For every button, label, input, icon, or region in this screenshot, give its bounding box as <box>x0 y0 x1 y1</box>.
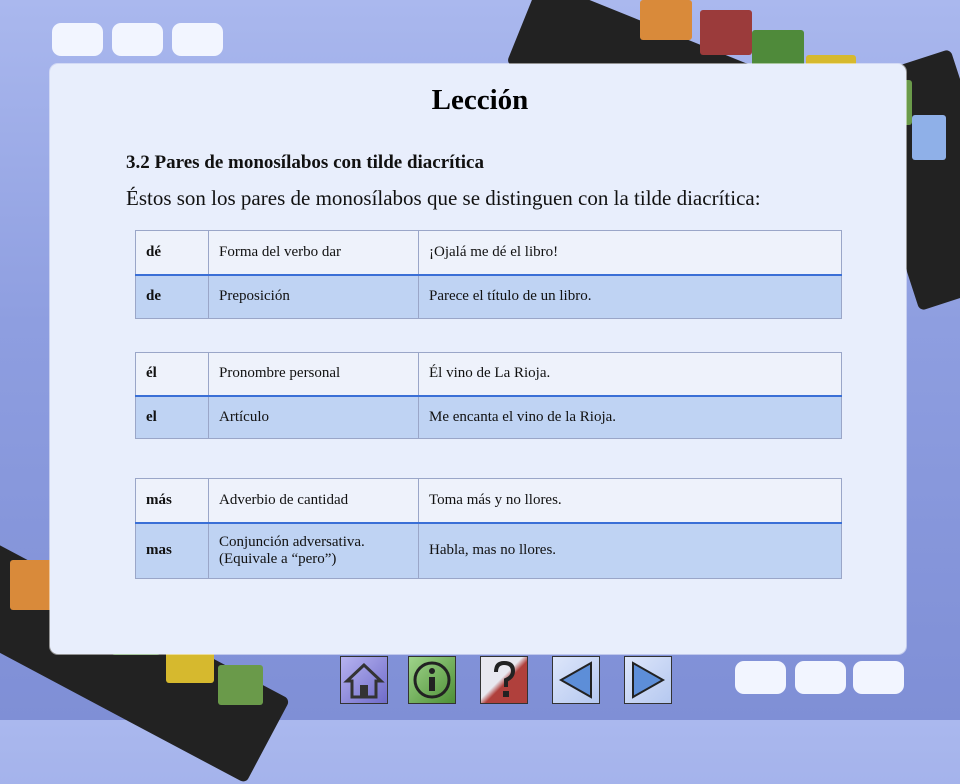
bottom-tab-2 <box>795 661 846 694</box>
example-cell: Me encanta el vino de la Rioja. <box>419 396 842 439</box>
bottom-tab-1 <box>735 661 786 694</box>
forward-button[interactable] <box>624 656 672 704</box>
word-cell: más <box>136 479 209 523</box>
section-subtitle: 3.2 Pares de monosílabos con tilde diacrítica <box>126 152 484 173</box>
top-tab-2 <box>112 23 163 56</box>
back-arrow-icon <box>553 657 599 703</box>
word-cell: mas <box>136 523 209 579</box>
forward-arrow-icon <box>625 657 671 703</box>
table-row <box>136 396 842 439</box>
word-cell: el <box>136 396 209 439</box>
type-cell: Artículo <box>209 396 419 439</box>
type-cell: Adverbio de cantidad <box>209 479 419 523</box>
top-tab-1 <box>52 23 103 56</box>
word-cell: él <box>136 353 209 396</box>
table-row <box>136 231 842 275</box>
word-cell: dé <box>136 231 209 275</box>
example-cell: ¡Ojalá me dé el libro! <box>419 231 842 275</box>
home-icon <box>341 657 387 703</box>
example-cell: Toma más y no llores. <box>419 479 842 523</box>
info-icon <box>409 657 455 703</box>
top-tab-3 <box>172 23 223 56</box>
table-row <box>136 275 842 319</box>
example-cell: Parece el título de un libro. <box>419 275 842 319</box>
example-cell: Habla, mas no llores. <box>419 523 842 579</box>
type-cell: Forma del verbo dar <box>209 231 419 275</box>
back-button[interactable] <box>552 656 600 704</box>
pair-table-mas <box>135 478 842 579</box>
type-cell: Conjunción adversativa. (Equivale a “pero”) <box>209 523 419 579</box>
info-button[interactable] <box>408 656 456 704</box>
help-icon <box>481 657 527 703</box>
bottom-tab-3 <box>853 661 904 694</box>
type-cell: Preposición <box>209 275 419 319</box>
table-row <box>136 479 842 523</box>
help-button[interactable] <box>480 656 528 704</box>
home-button[interactable] <box>340 656 388 704</box>
table-row <box>136 353 842 396</box>
example-cell: Él vino de La Rioja. <box>419 353 842 396</box>
type-cell: Pronombre personal <box>209 353 419 396</box>
table-row <box>136 523 842 579</box>
word-cell: de <box>136 275 209 319</box>
intro-text: Éstos son los pares de monosílabos que se distinguen con la tilde diacrítica: <box>126 186 761 210</box>
pair-table-el <box>135 352 842 439</box>
page-title: Lección <box>431 84 529 116</box>
pair-table-de <box>135 230 842 319</box>
